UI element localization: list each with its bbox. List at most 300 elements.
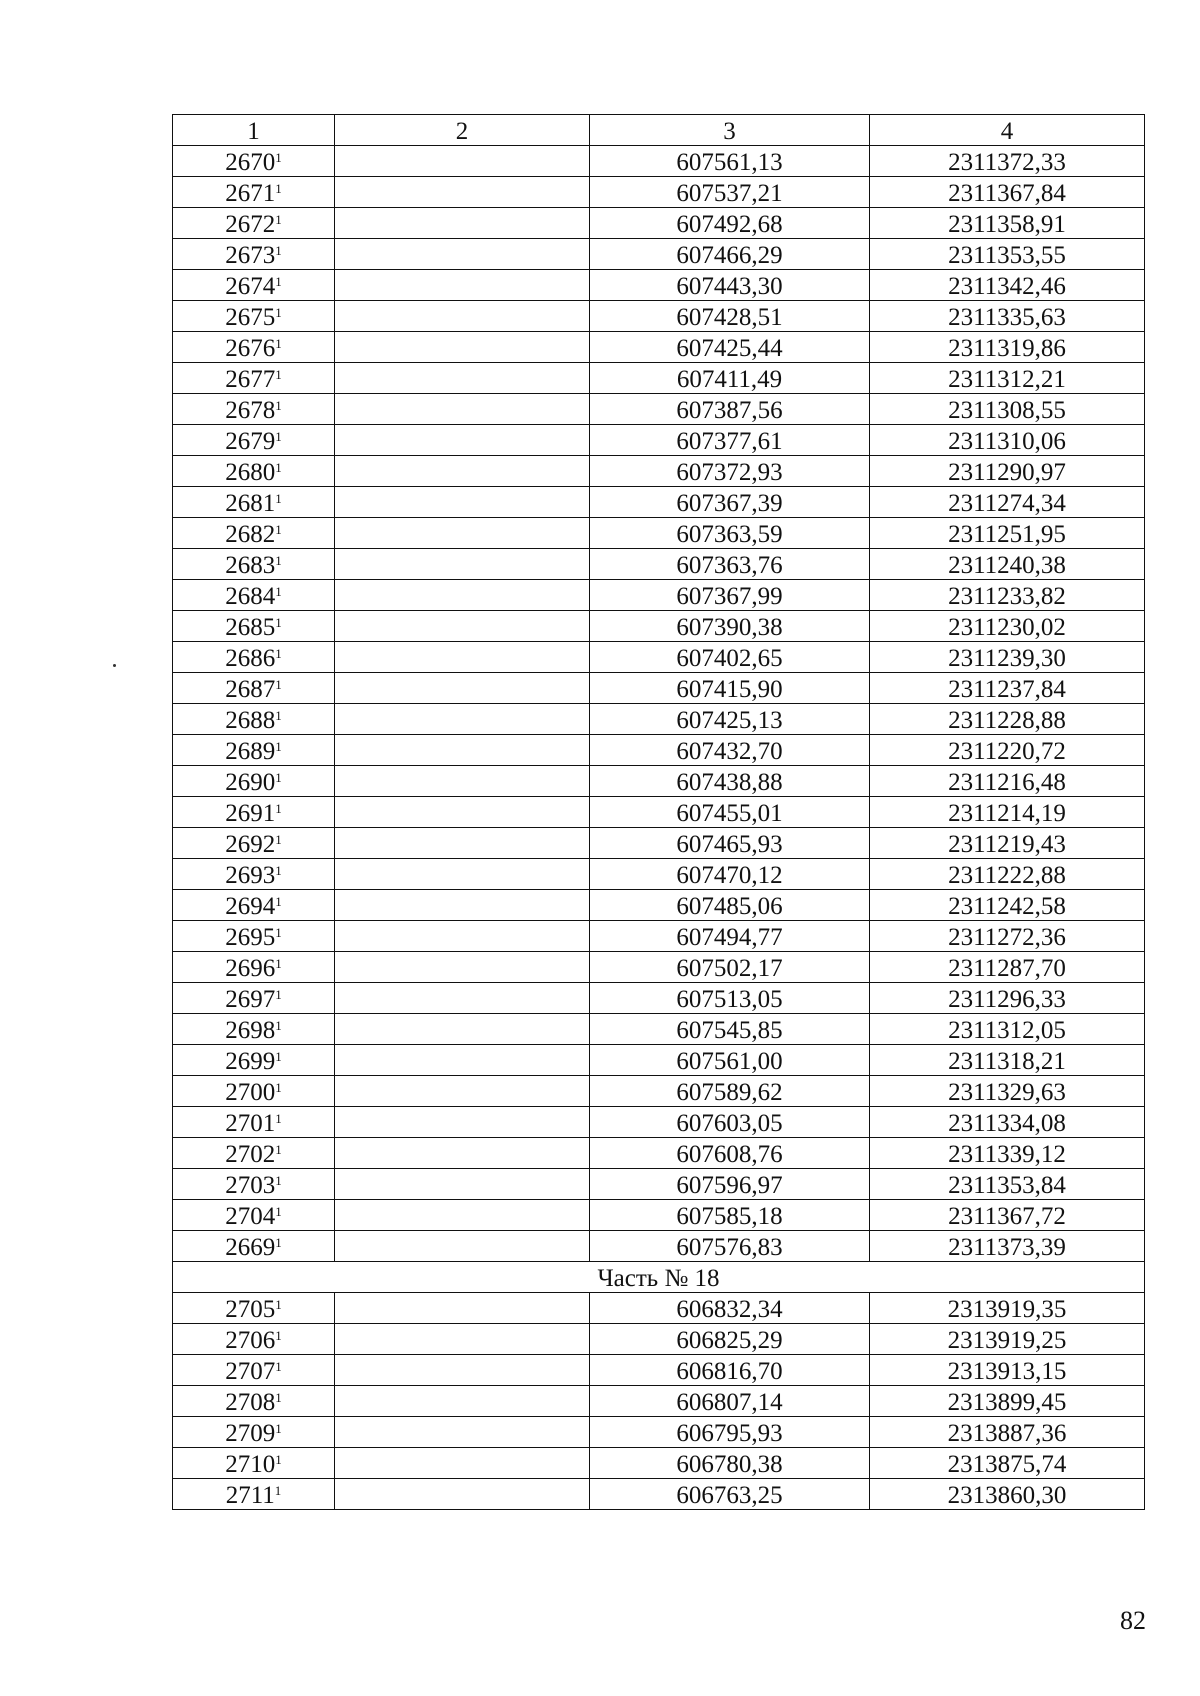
point-number-superscript: 1 [275,305,282,321]
empty-cell [335,766,590,797]
point-number-superscript: 1 [275,925,282,941]
point-number-cell [173,1169,335,1200]
point-number: 2711 [225,1482,275,1509]
y-coordinate-cell: 2311220,72 [870,735,1145,766]
table-row [173,766,1145,797]
point-number-superscript: 1 [275,1204,282,1220]
x-coordinate-cell: 607596,97 [590,1169,870,1200]
y-coordinate-cell: 2311233,82 [870,580,1145,611]
y-coordinate-cell: 2311358,91 [870,208,1145,239]
y-coordinate-cell: 2311312,21 [870,363,1145,394]
empty-cell [335,456,590,487]
point-number-cell [173,1231,335,1262]
point-number: 2674 [225,273,276,300]
point-number-cell [173,1200,335,1231]
x-coordinate-cell: 607502,17 [590,952,870,983]
table-header-row [173,115,1145,146]
stray-mark [113,664,116,667]
point-number-superscript: 1 [275,863,282,879]
point-number-cell [173,704,335,735]
x-coordinate-cell: 606763,25 [590,1479,870,1510]
empty-cell [335,239,590,270]
point-number-cell [173,859,335,890]
point-number: 2702 [225,1141,276,1168]
table-row [173,1169,1145,1200]
point-number-superscript: 1 [275,1173,282,1189]
y-coordinate-cell: 2311318,21 [870,1045,1145,1076]
point-number-cell [173,239,335,270]
x-coordinate-cell: 607585,18 [590,1200,870,1231]
point-number: 2685 [225,614,276,641]
empty-cell [335,1169,590,1200]
empty-cell [335,1417,590,1448]
x-coordinate-cell: 607367,39 [590,487,870,518]
point-number: 2690 [225,769,276,796]
table-row [173,921,1145,952]
y-coordinate-cell: 2311240,38 [870,549,1145,580]
point-number: 2671 [225,180,276,207]
point-number: 2670 [225,149,276,176]
empty-cell [335,983,590,1014]
point-number: 2680 [225,459,276,486]
point-number: 2677 [225,366,276,393]
point-number-superscript: 1 [275,1235,282,1251]
point-number-superscript: 1 [275,1049,282,1065]
table-row [173,735,1145,766]
point-number: 2678 [225,397,276,424]
table-row [173,239,1145,270]
point-number: 2696 [225,955,276,982]
empty-cell [335,673,590,704]
table-row [173,177,1145,208]
x-coordinate-cell: 607589,62 [590,1076,870,1107]
point-number: 2708 [225,1389,276,1416]
point-number-cell [173,177,335,208]
point-number-cell [173,828,335,859]
point-number: 2704 [225,1203,276,1230]
y-coordinate-cell: 2311216,48 [870,766,1145,797]
empty-cell [335,425,590,456]
empty-cell [335,642,590,673]
table-row [173,1417,1145,1448]
y-coordinate-cell: 2311329,63 [870,1076,1145,1107]
x-coordinate-cell: 607363,59 [590,518,870,549]
point-number-cell [173,332,335,363]
point-number: 2694 [225,893,276,920]
table-row [173,487,1145,518]
point-number-superscript: 1 [275,398,282,414]
x-coordinate-cell: 606795,93 [590,1417,870,1448]
x-coordinate-cell: 607415,90 [590,673,870,704]
x-coordinate-cell: 606807,14 [590,1386,870,1417]
y-coordinate-cell: 2311339,12 [870,1138,1145,1169]
point-number-superscript: 1 [275,460,282,476]
empty-cell [335,704,590,735]
empty-cell [335,611,590,642]
y-coordinate-cell: 2311372,33 [870,146,1145,177]
y-coordinate-cell: 2311214,19 [870,797,1145,828]
point-number: 2691 [225,800,276,827]
point-number-cell [173,487,335,518]
x-coordinate-cell: 607377,61 [590,425,870,456]
point-number-cell [173,735,335,766]
empty-cell [335,177,590,208]
point-number-superscript: 1 [275,894,282,910]
empty-cell [335,1386,590,1417]
header-cell: 4 [870,115,1145,146]
empty-cell [335,828,590,859]
empty-cell [335,797,590,828]
table-row [173,301,1145,332]
x-coordinate-cell: 607455,01 [590,797,870,828]
x-coordinate-cell: 607390,38 [590,611,870,642]
table-row [173,704,1145,735]
point-number-cell [173,952,335,983]
point-number: 2697 [225,986,276,1013]
point-number: 2682 [225,521,276,548]
point-number-superscript: 1 [275,584,282,600]
point-number: 2695 [225,924,276,951]
point-number-cell [173,1417,335,1448]
y-coordinate-cell: 2313919,25 [870,1324,1145,1355]
point-number-superscript: 1 [275,1421,282,1437]
point-number-superscript: 1 [275,429,282,445]
table-row [173,549,1145,580]
x-coordinate-cell: 606780,38 [590,1448,870,1479]
point-number-cell [173,208,335,239]
point-number-cell [173,1479,335,1510]
point-number: 2686 [225,645,276,672]
table-row [173,1200,1145,1231]
table-row [173,1324,1145,1355]
point-number-cell [173,1386,335,1417]
table-row [173,363,1145,394]
x-coordinate-cell: 607363,76 [590,549,870,580]
point-number-cell [173,673,335,704]
empty-cell [335,270,590,301]
x-coordinate-cell: 607485,06 [590,890,870,921]
point-number-superscript: 1 [275,708,282,724]
point-number: 2683 [225,552,276,579]
point-number-superscript: 1 [275,956,282,972]
x-coordinate-cell: 607561,13 [590,146,870,177]
y-coordinate-cell: 2311251,95 [870,518,1145,549]
y-coordinate-cell: 2311219,43 [870,828,1145,859]
y-coordinate-cell: 2313913,15 [870,1355,1145,1386]
point-number-cell [173,146,335,177]
header-cell: 1 [173,115,335,146]
point-number: 2709 [225,1420,276,1447]
empty-cell [335,146,590,177]
point-number-cell [173,518,335,549]
empty-cell [335,735,590,766]
empty-cell [335,208,590,239]
point-number-cell [173,642,335,673]
y-coordinate-cell: 2313919,35 [870,1293,1145,1324]
y-coordinate-cell: 2311274,34 [870,487,1145,518]
point-number-superscript: 1 [275,646,282,662]
point-number-cell [173,456,335,487]
empty-cell [335,1045,590,1076]
header-cell: 2 [335,115,590,146]
point-number-superscript: 1 [275,615,282,631]
point-number-cell [173,890,335,921]
table-row [173,1107,1145,1138]
point-number-superscript: 1 [275,367,282,383]
empty-cell [335,1200,590,1231]
table-row [173,673,1145,704]
empty-cell [335,1107,590,1138]
table-row [173,1138,1145,1169]
y-coordinate-cell: 2313887,36 [870,1417,1145,1448]
point-number-superscript: 1 [275,770,282,786]
point-number-cell [173,1014,335,1045]
point-number-cell [173,580,335,611]
coordinates-table [172,114,1145,1510]
y-coordinate-cell: 2311353,84 [870,1169,1145,1200]
x-coordinate-cell: 607425,13 [590,704,870,735]
table-row [173,1448,1145,1479]
x-coordinate-cell: 607402,65 [590,642,870,673]
table-row [173,1045,1145,1076]
y-coordinate-cell: 2311239,30 [870,642,1145,673]
y-coordinate-cell: 2311312,05 [870,1014,1145,1045]
empty-cell [335,1448,590,1479]
y-coordinate-cell: 2311228,88 [870,704,1145,735]
point-number: 2672 [225,211,276,238]
y-coordinate-cell: 2311242,58 [870,890,1145,921]
x-coordinate-cell: 607367,99 [590,580,870,611]
table-row [173,1355,1145,1386]
empty-cell [335,363,590,394]
point-number-cell [173,1138,335,1169]
point-number-superscript: 1 [275,1111,282,1127]
point-number-superscript: 1 [275,801,282,817]
table-row [173,518,1145,549]
point-number-cell [173,425,335,456]
x-coordinate-cell: 606825,29 [590,1324,870,1355]
table-row [173,642,1145,673]
point-number: 2698 [225,1017,276,1044]
point-number-cell [173,1448,335,1479]
point-number: 2684 [225,583,276,610]
x-coordinate-cell: 607465,93 [590,828,870,859]
table-row [173,332,1145,363]
point-number-cell [173,1045,335,1076]
x-coordinate-cell: 607411,49 [590,363,870,394]
point-number-cell [173,1107,335,1138]
table-row [173,208,1145,239]
point-number-cell [173,983,335,1014]
table-row [173,1231,1145,1262]
header-cell: 3 [590,115,870,146]
point-number-superscript: 1 [275,1390,282,1406]
section-heading: Часть № 18 [173,1262,1145,1293]
table-row [173,1386,1145,1417]
y-coordinate-cell: 2311342,46 [870,270,1145,301]
y-coordinate-cell: 2311319,86 [870,332,1145,363]
table-row [173,859,1145,890]
y-coordinate-cell: 2313860,30 [870,1479,1145,1510]
table-row [173,890,1145,921]
point-number: 2707 [225,1358,276,1385]
empty-cell [335,332,590,363]
point-number-superscript: 1 [275,832,282,848]
point-number-cell [173,394,335,425]
empty-cell [335,580,590,611]
point-number-superscript: 1 [275,336,282,352]
x-coordinate-cell: 607425,44 [590,332,870,363]
point-number-cell [173,1293,335,1324]
point-number-superscript: 1 [275,522,282,538]
point-number-superscript: 1 [275,150,282,166]
x-coordinate-cell: 607492,68 [590,208,870,239]
y-coordinate-cell: 2311335,63 [870,301,1145,332]
point-number-cell [173,1324,335,1355]
point-number-superscript: 1 [275,243,282,259]
point-number-superscript: 1 [275,1142,282,1158]
point-number-cell [173,270,335,301]
x-coordinate-cell: 607561,00 [590,1045,870,1076]
point-number-cell [173,1076,335,1107]
table-row [173,1293,1145,1324]
empty-cell [335,1076,590,1107]
x-coordinate-cell: 607603,05 [590,1107,870,1138]
point-number-superscript: 1 [275,553,282,569]
table-row [173,580,1145,611]
y-coordinate-cell: 2311287,70 [870,952,1145,983]
y-coordinate-cell: 2311290,97 [870,456,1145,487]
table-row [173,456,1145,487]
x-coordinate-cell: 607372,93 [590,456,870,487]
point-number-superscript: 1 [275,739,282,755]
y-coordinate-cell: 2311296,33 [870,983,1145,1014]
empty-cell [335,394,590,425]
point-number-superscript: 1 [275,212,282,228]
point-number-superscript: 1 [275,181,282,197]
y-coordinate-cell: 2311230,02 [870,611,1145,642]
point-number-superscript: 1 [275,1018,282,1034]
y-coordinate-cell: 2313875,74 [870,1448,1145,1479]
point-number-superscript: 1 [275,1452,282,1468]
empty-cell [335,1014,590,1045]
point-number-cell [173,611,335,642]
point-number: 2687 [225,676,276,703]
point-number: 2692 [225,831,276,858]
empty-cell [335,487,590,518]
y-coordinate-cell: 2311353,55 [870,239,1145,270]
x-coordinate-cell: 607513,05 [590,983,870,1014]
point-number-superscript: 1 [275,274,282,290]
y-coordinate-cell: 2313899,45 [870,1386,1145,1417]
x-coordinate-cell: 607466,29 [590,239,870,270]
empty-cell [335,859,590,890]
empty-cell [335,1479,590,1510]
point-number-superscript: 1 [275,1080,282,1096]
x-coordinate-cell: 606832,34 [590,1293,870,1324]
point-number: 2679 [225,428,276,455]
x-coordinate-cell: 607428,51 [590,301,870,332]
point-number-superscript: 1 [275,1297,282,1313]
empty-cell [335,890,590,921]
point-number: 2675 [225,304,276,331]
x-coordinate-cell: 607545,85 [590,1014,870,1045]
y-coordinate-cell: 2311373,39 [870,1231,1145,1262]
y-coordinate-cell: 2311367,84 [870,177,1145,208]
table-row [173,1479,1145,1510]
point-number: 2705 [225,1296,276,1323]
empty-cell [335,952,590,983]
y-coordinate-cell: 2311222,88 [870,859,1145,890]
table-row [173,146,1145,177]
point-number: 2688 [225,707,276,734]
x-coordinate-cell: 606816,70 [590,1355,870,1386]
point-number-superscript: 1 [275,1328,282,1344]
point-number-superscript: 1 [275,1359,282,1375]
x-coordinate-cell: 607470,12 [590,859,870,890]
point-number: 2701 [225,1110,276,1137]
x-coordinate-cell: 607443,30 [590,270,870,301]
table-row [173,828,1145,859]
point-number-cell [173,301,335,332]
empty-cell [335,1324,590,1355]
point-number-superscript: 1 [275,987,282,1003]
x-coordinate-cell: 607432,70 [590,735,870,766]
empty-cell [335,1231,590,1262]
point-number: 2700 [225,1079,276,1106]
empty-cell [335,549,590,580]
point-number-superscript: 1 [275,491,282,507]
point-number-superscript: 1 [275,677,282,693]
y-coordinate-cell: 2311334,08 [870,1107,1145,1138]
empty-cell [335,518,590,549]
point-number: 2699 [225,1048,276,1075]
x-coordinate-cell: 607537,21 [590,177,870,208]
point-number: 2693 [225,862,276,889]
point-number: 2676 [225,335,276,362]
x-coordinate-cell: 607387,56 [590,394,870,425]
table-row [173,425,1145,456]
point-number-cell [173,766,335,797]
section-heading-row [173,1262,1145,1293]
y-coordinate-cell: 2311272,36 [870,921,1145,952]
page-number: 82 [1120,1606,1146,1635]
table-row [173,983,1145,1014]
y-coordinate-cell: 2311308,55 [870,394,1145,425]
x-coordinate-cell: 607608,76 [590,1138,870,1169]
point-number: 2706 [225,1327,276,1354]
point-number: 2689 [225,738,276,765]
point-number-cell [173,549,335,580]
point-number-cell [173,1355,335,1386]
point-number: 2710 [225,1451,276,1478]
point-number: 2681 [225,490,276,517]
empty-cell [335,1138,590,1169]
point-number: 2703 [225,1172,276,1199]
table-row [173,611,1145,642]
point-number: 2673 [225,242,276,269]
table-row [173,1076,1145,1107]
table-row [173,394,1145,425]
point-number: 2669 [225,1234,276,1261]
table-row [173,1014,1145,1045]
table-row [173,270,1145,301]
y-coordinate-cell: 2311367,72 [870,1200,1145,1231]
point-number-cell [173,797,335,828]
empty-cell [335,301,590,332]
table-row [173,952,1145,983]
y-coordinate-cell: 2311310,06 [870,425,1145,456]
